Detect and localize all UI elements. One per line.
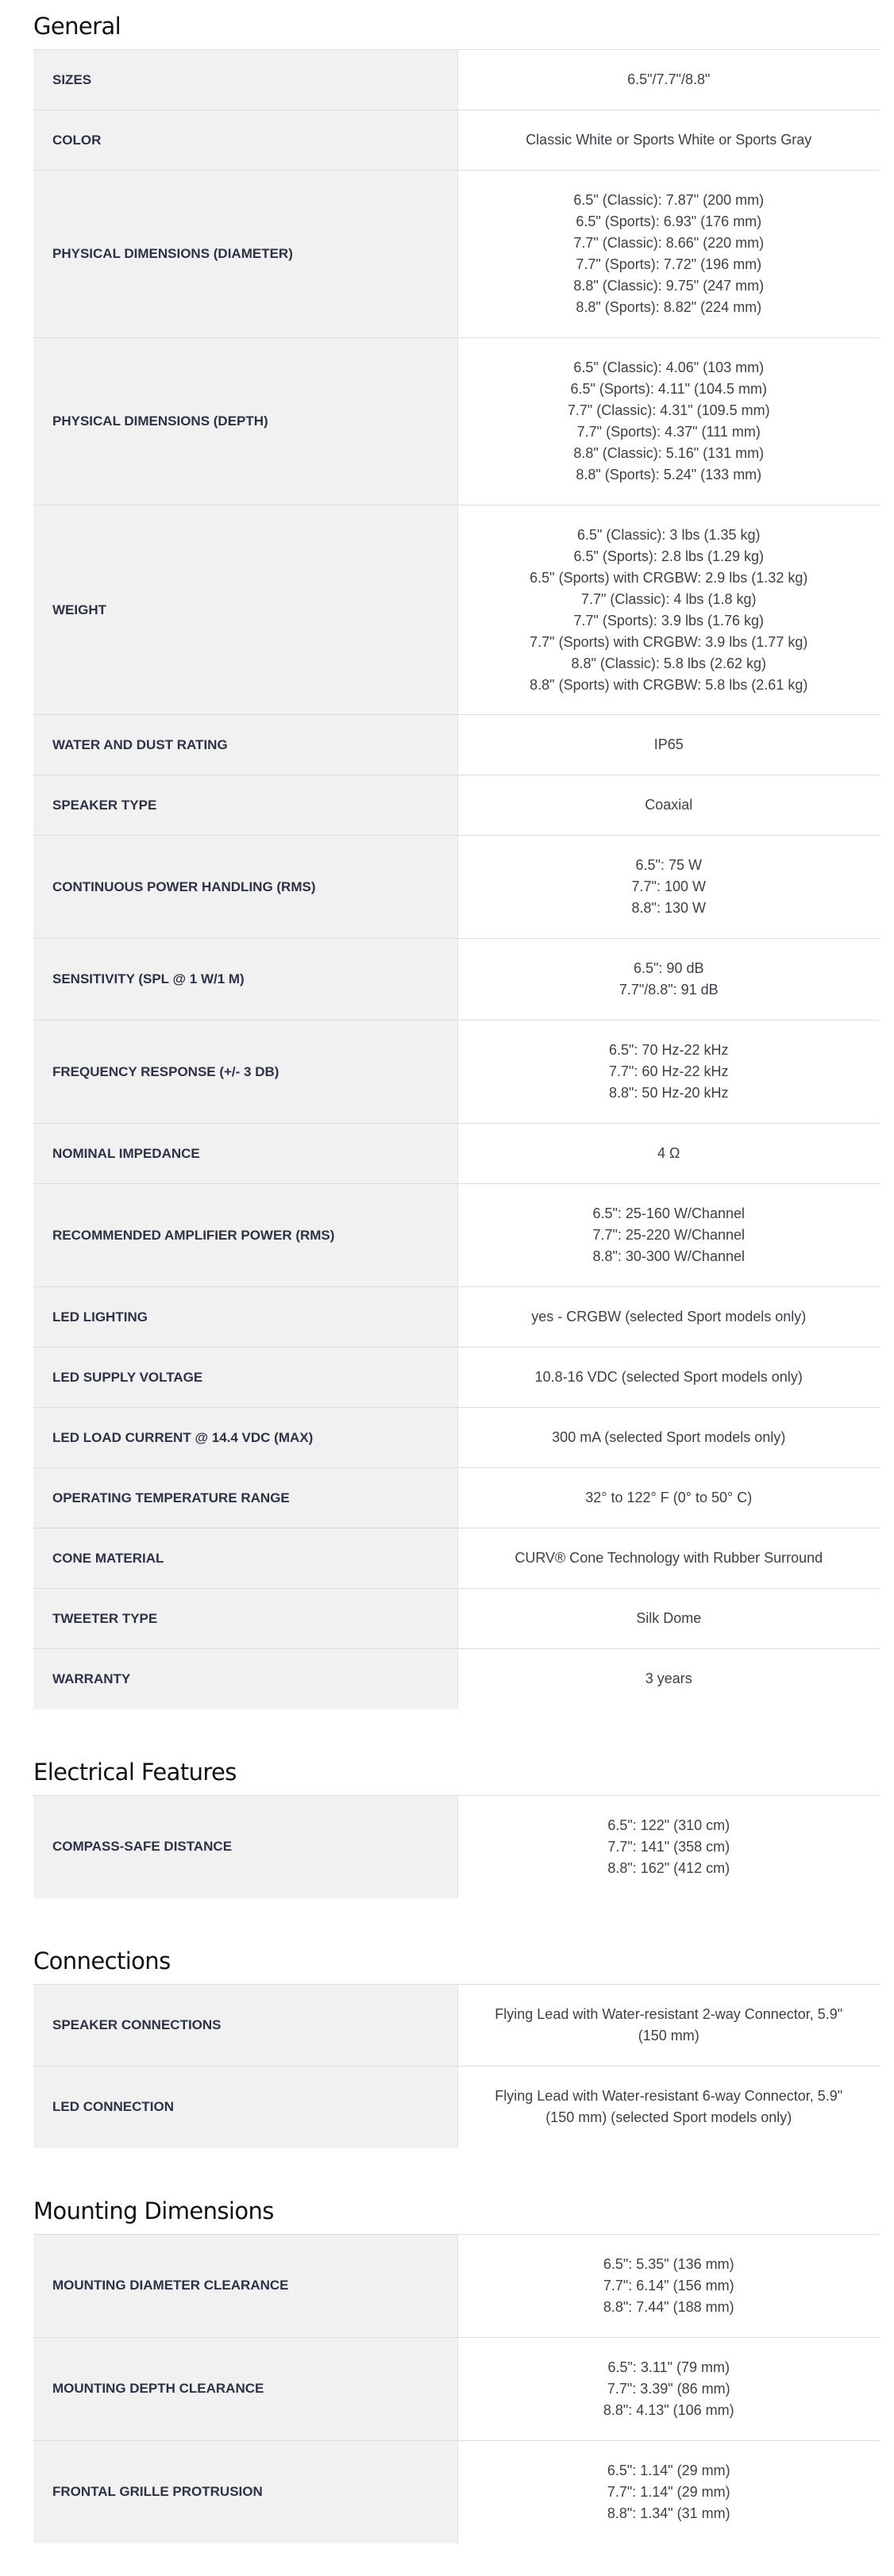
section-spacer xyxy=(33,1898,894,1935)
spec-value-line: 6.5" (Sports) with CRGBW: 2.9 lbs (1.32 kg) xyxy=(530,569,808,586)
spec-value xyxy=(457,1795,880,1898)
spec-value xyxy=(457,1184,880,1287)
spec-value-line: 7.7" (Classic): 4.31" (109.5 mm) xyxy=(567,402,770,418)
spec-value xyxy=(457,50,880,110)
spec-value-line: 6.5" (Classic): 3 lbs (1.35 kg) xyxy=(577,526,761,543)
spec-value-line: 7.7": 6.14" (156 mm) xyxy=(603,2277,734,2293)
spec-value-line: 10.8-16 VDC (selected Sport models only) xyxy=(534,1369,803,1385)
spec-label: SPEAKER TYPE xyxy=(33,775,457,836)
spec-label: MOUNTING DEPTH CLEARANCE xyxy=(33,2337,457,2440)
spec-value-line: 7.7" (Sports): 3.9 lbs (1.76 kg) xyxy=(573,612,764,629)
spec-value xyxy=(457,1408,880,1468)
spec-value xyxy=(457,1589,880,1649)
section-electrical-features xyxy=(33,1746,894,1936)
spec-value-line: 8.8" (Classic): 9.75" (247 mm) xyxy=(573,278,765,294)
spec-row-sensitivity-spl-1-w-1-m xyxy=(33,939,880,1021)
spec-value-line: 6.5": 75 W xyxy=(635,857,702,873)
spec-value xyxy=(457,1287,880,1348)
section-spacer xyxy=(33,2148,894,2185)
spec-label: SENSITIVITY (SPL @ 1 W/1 M) xyxy=(33,939,457,1021)
spec-label: FREQUENCY RESPONSE (+/- 3 DB) xyxy=(33,1021,457,1124)
spec-value-line: 6.5" (Sports): 6.93" (176 mm) xyxy=(576,213,762,229)
spec-value-line: 6.5" (Classic): 7.87" (200 mm) xyxy=(573,192,765,208)
spec-value-line: 8.8": 7.44" (188 mm) xyxy=(603,2298,734,2315)
spec-value xyxy=(457,1348,880,1408)
section-spacer xyxy=(33,1709,894,1746)
spec-value-line: 6.5": 5.35" (136 mm) xyxy=(603,2255,734,2272)
spec-value-line: 6.5" (Sports): 4.11" (104.5 mm) xyxy=(570,381,768,397)
spec-value-line: CURV® Cone Technology with Rubber Surround xyxy=(514,1550,823,1566)
spec-value-line: 3 years xyxy=(645,1671,692,1687)
spec-row-led-lighting xyxy=(33,1287,880,1348)
spec-label: LED LIGHTING xyxy=(33,1287,457,1348)
spec-value-line: Flying Lead with Water-resistant 6-way Connector, 5.9" (150 mm) (selected Sport models only) xyxy=(495,2088,843,2126)
section-mounting-dimensions xyxy=(33,2185,894,2544)
spec-value xyxy=(457,1468,880,1528)
spec-value-line: 6.5": 25-160 W/Channel xyxy=(592,1205,745,1221)
spec-label: WEIGHT xyxy=(33,506,457,715)
spec-value xyxy=(457,1649,880,1709)
spec-value-line: 8.8": 130 W xyxy=(631,900,706,916)
spec-value xyxy=(457,775,880,836)
spec-value xyxy=(457,836,880,939)
spec-row-warranty xyxy=(33,1649,880,1709)
spec-value xyxy=(457,715,880,775)
spec-label: FRONTAL GRILLE PROTRUSION xyxy=(33,2440,457,2543)
spec-label: WATER AND DUST RATING xyxy=(33,715,457,775)
spec-page xyxy=(33,0,894,2543)
spec-row-speaker-type xyxy=(33,775,880,836)
spec-value-line: 8.8" (Sports): 5.24" (133 mm) xyxy=(576,467,762,483)
spec-value-line: 7.7": 100 W xyxy=(631,879,706,894)
spec-value-line: 6.5": 122" (310 cm) xyxy=(607,1817,730,1833)
spec-row-led-supply-voltage xyxy=(33,1348,880,1408)
spec-value-line: 7.7": 25-220 W/Channel xyxy=(592,1227,745,1243)
spec-value-line: 7.7"/8.8": 91 dB xyxy=(618,982,719,998)
spec-row-physical-dimensions-diameter xyxy=(33,171,880,338)
spec-label: SIZES xyxy=(33,50,457,110)
spec-value-line: 8.8": 30-300 W/Channel xyxy=(592,1248,745,1264)
spec-value xyxy=(457,171,880,338)
spec-value-line: 6.5": 70 Hz-22 kHz xyxy=(609,1042,729,1058)
spec-row-cone-material xyxy=(33,1528,880,1589)
spec-label: MOUNTING DIAMETER CLEARANCE xyxy=(33,2234,457,2337)
spec-value xyxy=(457,1528,880,1589)
spec-value-line: 7.7": 141" (358 cm) xyxy=(607,1838,730,1855)
spec-value-line: 8.8": 162" (412 cm) xyxy=(607,1859,730,1876)
spec-row-color xyxy=(33,110,880,171)
spec-value-line: 8.8" (Classic): 5.8 lbs (2.62 kg) xyxy=(571,655,766,671)
spec-label: TWEETER TYPE xyxy=(33,1589,457,1649)
spec-row-water-and-dust-rating xyxy=(33,715,880,775)
spec-label: CONE MATERIAL xyxy=(33,1528,457,1589)
spec-value-line: 7.7" (Classic): 8.66" (220 mm) xyxy=(573,235,765,251)
spec-table xyxy=(33,1795,880,1899)
spec-row-weight xyxy=(33,506,880,715)
spec-value-line: 6.5": 1.14" (29 mm) xyxy=(607,2462,730,2478)
spec-value-line: 8.8" (Sports): 8.82" (224 mm) xyxy=(576,299,762,315)
spec-row-speaker-connections xyxy=(33,1985,880,2067)
spec-value-line: 8.8": 1.34" (31 mm) xyxy=(607,2505,730,2521)
spec-table xyxy=(33,49,880,1709)
spec-row-physical-dimensions-depth xyxy=(33,338,880,506)
spec-label: WARRANTY xyxy=(33,1649,457,1709)
spec-value-line: 6.5"/7.7"/8.8" xyxy=(627,71,711,87)
spec-value-line: 8.8": 50 Hz-20 kHz xyxy=(609,1085,729,1101)
spec-value xyxy=(457,1021,880,1124)
section-title: General xyxy=(33,13,121,40)
spec-value-line: 300 mA (selected Sport models only) xyxy=(552,1429,786,1445)
spec-value-line: 7.7": 1.14" (29 mm) xyxy=(607,2483,730,2500)
spec-row-frontal-grille-protrusion xyxy=(33,2440,880,2543)
spec-label: OPERATING TEMPERATURE RANGE xyxy=(33,1468,457,1528)
spec-row-nominal-impedance xyxy=(33,1124,880,1184)
spec-value xyxy=(457,2440,880,2543)
spec-label: LED LOAD CURRENT @ 14.4 VDC (MAX) xyxy=(33,1408,457,1468)
spec-row-led-connection xyxy=(33,2067,880,2148)
spec-table xyxy=(33,2234,880,2544)
spec-value-line: 8.8": 4.13" (106 mm) xyxy=(603,2401,734,2418)
spec-value-line: Classic White or Sports White or Sports Gray xyxy=(526,132,812,148)
spec-value-line: 6.5": 3.11" (79 mm) xyxy=(607,2359,730,2375)
spec-value-line: Coaxial xyxy=(645,797,693,813)
spec-label: NOMINAL IMPEDANCE xyxy=(33,1124,457,1184)
spec-value-line: 7.7": 3.39" (86 mm) xyxy=(607,2380,730,2397)
spec-value-line: Flying Lead with Water-resistant 2-way Connector, 5.9" (150 mm) xyxy=(495,2006,843,2043)
spec-value-line: 7.7": 60 Hz-22 kHz xyxy=(609,1063,729,1079)
spec-value xyxy=(457,110,880,171)
spec-value xyxy=(457,2067,880,2148)
section-title: Connections xyxy=(33,1947,171,1974)
spec-value-line: 4 Ω xyxy=(657,1145,680,1161)
spec-value-line: 7.7" (Sports): 7.72" (196 mm) xyxy=(576,256,762,272)
spec-value-line: 6.5": 90 dB xyxy=(634,960,704,976)
spec-value-line: 7.7" (Sports): 4.37" (111 mm) xyxy=(576,424,761,440)
spec-row-led-load-current-14-4-vdc-max xyxy=(33,1408,880,1468)
spec-value-line: 8.8" (Sports) with CRGBW: 5.8 lbs (2.61 kg) xyxy=(530,676,808,693)
spec-value xyxy=(457,506,880,715)
spec-label: PHYSICAL DIMENSIONS (DIAMETER) xyxy=(33,171,457,338)
spec-row-operating-temperature-range xyxy=(33,1468,880,1528)
section-connections xyxy=(33,1935,894,2185)
section-title: Mounting Dimensions xyxy=(33,2197,274,2224)
spec-value-line: 6.5" (Sports): 2.8 lbs (1.29 kg) xyxy=(573,548,764,564)
spec-row-sizes xyxy=(33,50,880,110)
spec-row-recommended-amplifier-power-rms xyxy=(33,1184,880,1287)
spec-label: COLOR xyxy=(33,110,457,171)
spec-label: PHYSICAL DIMENSIONS (DEPTH) xyxy=(33,338,457,506)
spec-value xyxy=(457,2337,880,2440)
spec-value xyxy=(457,1985,880,2067)
spec-label: LED CONNECTION xyxy=(33,2067,457,2148)
spec-row-tweeter-type xyxy=(33,1589,880,1649)
spec-value xyxy=(457,1124,880,1184)
spec-row-mounting-depth-clearance xyxy=(33,2337,880,2440)
spec-label: LED SUPPLY VOLTAGE xyxy=(33,1348,457,1408)
section-general xyxy=(33,0,894,1746)
spec-label: RECOMMENDED AMPLIFIER POWER (RMS) xyxy=(33,1184,457,1287)
spec-value xyxy=(457,939,880,1021)
spec-value-line: 32° to 122° F (0° to 50° C) xyxy=(585,1490,753,1505)
spec-value-line: IP65 xyxy=(653,736,684,752)
spec-value-line: 8.8" (Classic): 5.16" (131 mm) xyxy=(573,445,765,461)
spec-value-line: 6.5" (Classic): 4.06" (103 mm) xyxy=(573,359,765,375)
spec-label: COMPASS-SAFE DISTANCE xyxy=(33,1795,457,1898)
spec-row-continuous-power-handling-rms xyxy=(33,836,880,939)
spec-value-line: 7.7" (Sports) with CRGBW: 3.9 lbs (1.77 kg) xyxy=(530,633,808,650)
spec-value xyxy=(457,338,880,506)
spec-label: CONTINUOUS POWER HANDLING (RMS) xyxy=(33,836,457,939)
section-title: Electrical Features xyxy=(33,1758,237,1786)
spec-value-line: yes - CRGBW (selected Sport models only) xyxy=(531,1309,807,1325)
spec-table xyxy=(33,1984,880,2148)
spec-value-line: 7.7" (Classic): 4 lbs (1.8 kg) xyxy=(581,590,757,607)
spec-value-line: Silk Dome xyxy=(636,1610,702,1626)
spec-label: SPEAKER CONNECTIONS xyxy=(33,1985,457,2067)
spec-row-mounting-diameter-clearance xyxy=(33,2234,880,2337)
spec-row-frequency-response-3-db xyxy=(33,1021,880,1124)
spec-value xyxy=(457,2234,880,2337)
spec-row-compass-safe-distance xyxy=(33,1795,880,1898)
